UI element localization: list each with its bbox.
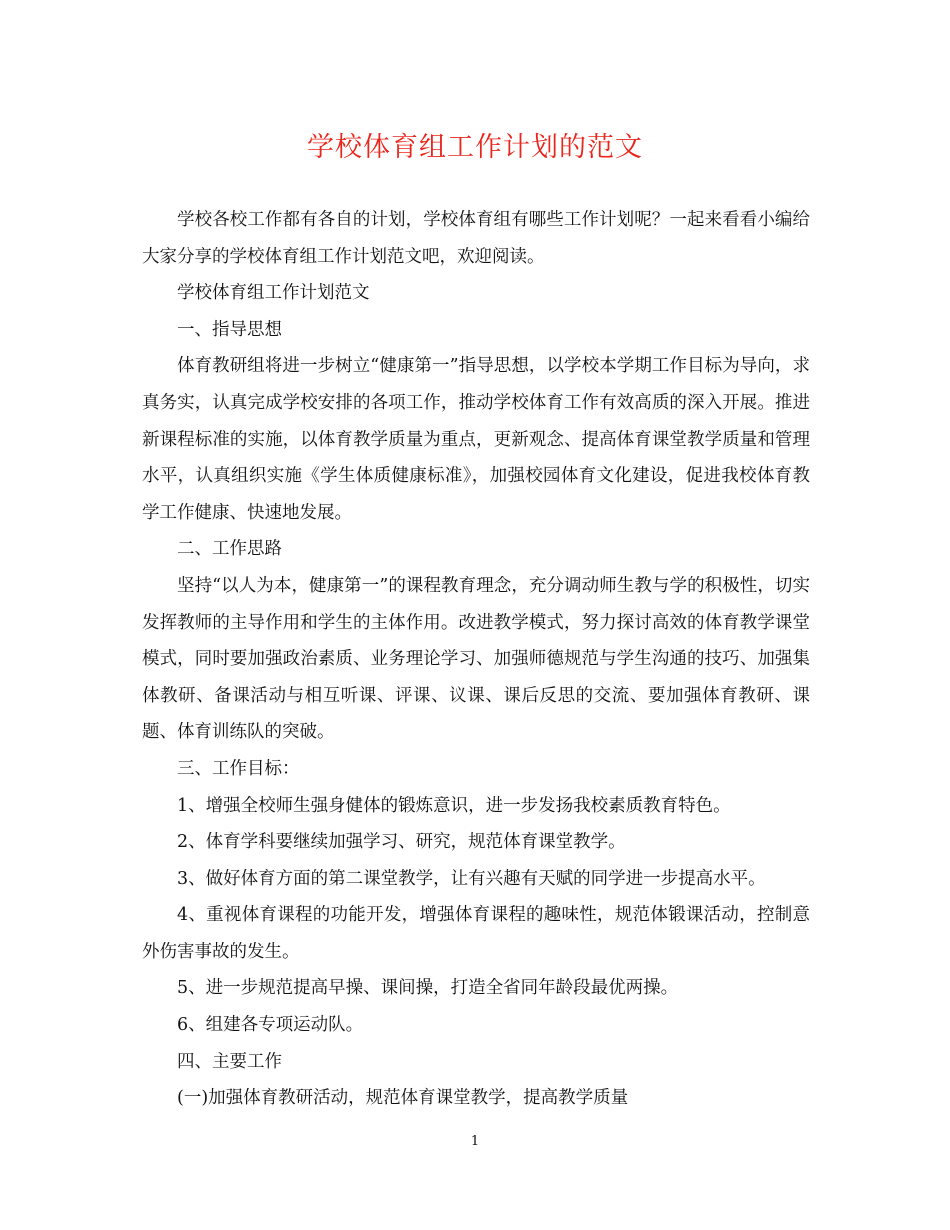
- page-number: 1: [470, 1134, 480, 1149]
- section-heading-work-approach: 二、工作思路: [177, 539, 282, 560]
- goal-item: 3、做好体育方面的第二课堂教学，让有兴趣有天赋的同学进一步提高水平。: [177, 868, 766, 889]
- goal-item: 2、体育学科要继续加强学习、研究，规范体育课堂教学。: [177, 832, 626, 853]
- document-body: [142, 202, 810, 1117]
- guiding-thought-paragraph: 体育教研组将进一步树立“健康第一”指导思想，以学校本学期工作目标为导向，求真务实，认真完成学校安排的各项工作，推动学校体育工作有效高质的深入开展。推进新课程标准的实施，以体育教学质量为重点，更新观念、提高体育课堂教学质量和管理水平，认真组织实施《学生体质健康标准》，加强校园体育文化建设，促进我校体育教学工作健康、快速地发展。: [142, 356, 810, 523]
- goal-item: 1、增强全校师生强身健体的锻炼意识，进一步发扬我校素质教育特色。: [177, 795, 731, 816]
- section-heading-work-goals: 三、工作目标：: [177, 758, 300, 779]
- intro-paragraph: 学校各校工作都有各自的计划，学校体育组有哪些工作计划呢？一起来看看小编给大家分享的学校体育组工作计划范文吧，欢迎阅读。: [142, 210, 810, 267]
- section-heading-guiding-thought: 一、指导思想: [177, 319, 282, 340]
- section-heading-main-work: 四、主要工作: [177, 1051, 282, 1072]
- subtitle-paragraph: 学校体育组工作计划范文: [177, 283, 370, 304]
- goal-item: 6、组建各专项运动队。: [177, 1015, 364, 1036]
- work-approach-paragraph: 坚持“以人为本，健康第一”的课程教育理念，充分调动师生教与学的积极性，切实发挥教师的主导作用和学生的主体作用。改进教学模式，努力探讨高效的体育教学课堂模式，同时要加强政治素质、业务理论学习、加强师德规范与学生沟通的技巧、加强集体教研、备课活动与相互听课、评课、议课、课后反思的交流、要加强体育教研、课题、体育训练队的突破。: [142, 575, 810, 743]
- document-title: 学校体育组工作计划的范文: [307, 132, 643, 163]
- goal-item: 5、进一步规范提高早操、课间操，打造全省同年龄段最优两操。: [177, 978, 679, 999]
- goal-item: 4、重视体育课程的功能开发，增强体育课程的趣味性，规范体锻课活动，控制意外伤害事故的发生。: [142, 905, 810, 962]
- main-work-subheading: (一)加强体育教研活动，规范体育课堂教学，提高教学质量: [177, 1088, 629, 1109]
